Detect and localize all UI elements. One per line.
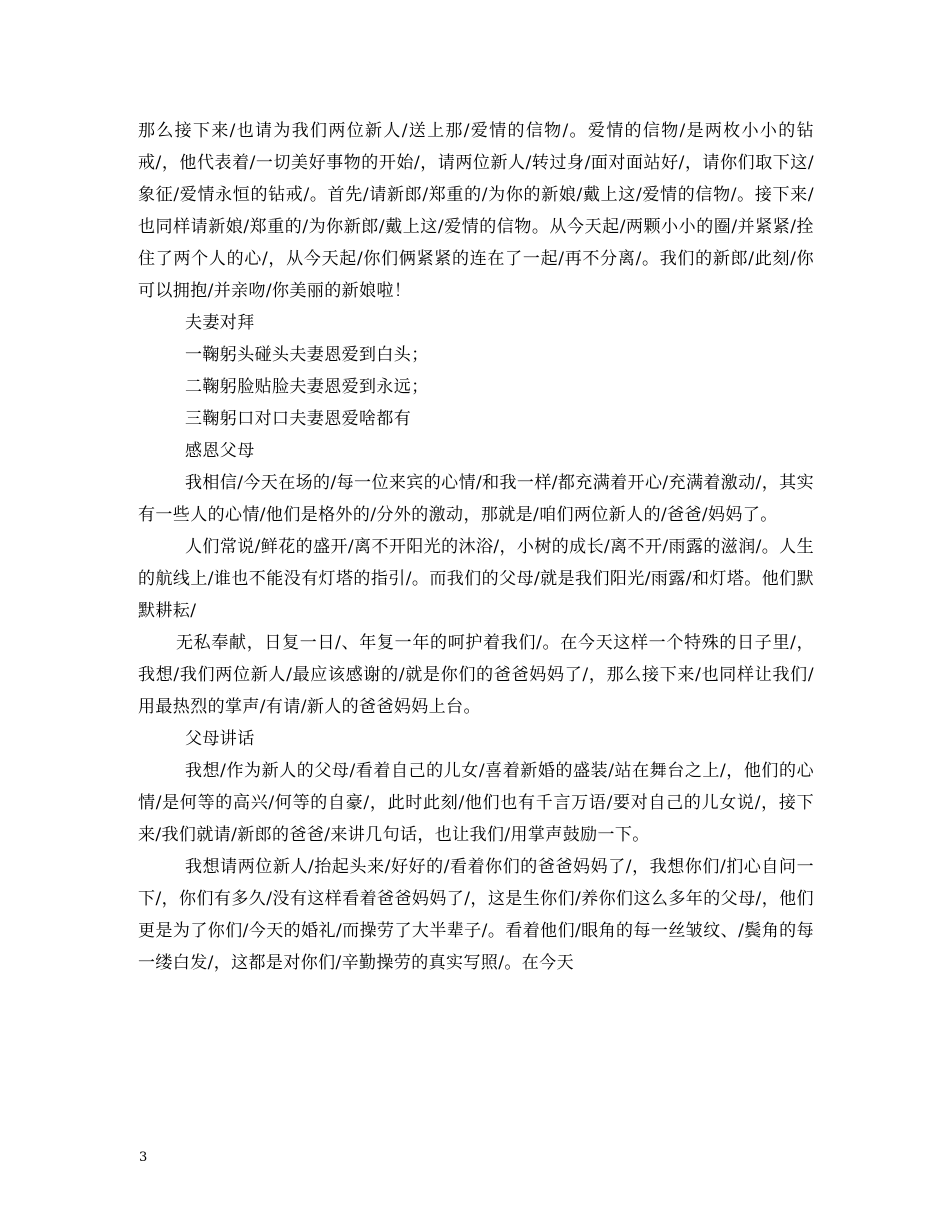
heading-thank-parents: 感恩父母 xyxy=(185,441,255,461)
heading-couple-bow: 夫妻对拜 xyxy=(185,313,255,333)
paragraph-selfless-dedication: 无私奉献，日复一日/、年复一年的呵护着我们/。在今天这样一个特殊的日子里/，我想/我们两位新人/最应该感谢的/就是你们的爸爸妈妈了/，那么接下来/也同样让我们/用最热烈的掌声/有请/新人的爸爸妈妈上台。 xyxy=(138,633,814,717)
paragraph-parents-feelings: 我想/作为新人的父母/看着自己的儿女/喜着新婚的盛装/站在舞台之上/，他们的心情/是何等的高兴/何等的自豪/，此时此刻/他们也有千言万语/要对自己的儿女说/，接下来/我们就请/新郎的爸爸/来讲几句话，也让我们/用掌声鼓励一下。 xyxy=(138,761,814,845)
paragraph-ring-exchange: 那么接下来/也请为我们两位新人/送上那/爱情的信物/。爱情的信物/是两枚小小的钻戒/，他代表着/一切美好事物的开始/，请两位新人/转过身/面对面站好/，请你们取下这/象征/爱情永恒的钻戒/。首先/请新郎/郑重的/为你的新娘/戴上这/爱情的信物/。接下来/也同样请新娘/郑重的/为你新郎/戴上这/爱情的信物。从今天起/两颗小小的圈/并紧紧/拴住了两个人的心/，从今天起/你们俩紧紧的连在了一起/再不分离/。我们的新郎/此刻/你可以拥抱/并亲吻/你美丽的新娘啦！ xyxy=(138,121,814,301)
paragraph-guests-feelings: 我相信/今天在场的/每一位来宾的心情/和我一样/都充满着开心/充满着激动/，其实有一些人的心情/他们是格外的/分外的激动，那就是/咱们两位新人的/爸爸/妈妈了。 xyxy=(138,473,814,525)
bow-line-second: 二鞠躬脸贴脸夫妻恩爱到永远； xyxy=(185,377,429,397)
bow-line-third: 三鞠躬口对口夫妻恩爱啥都有 xyxy=(185,409,412,429)
paragraph-look-at-parents: 我想请两位新人/抬起头来/好好的/看着你们的爸爸妈妈了/，我想你们/扪心自问一下/，你们有多久/没有这样看着爸爸妈妈了/，这是生你们/养你们这么多年的父母/，他们更是为了你们/今天的婚礼/而操劳了大半辈子/。看着他们/眼角的每一丝皱纹、/鬓角的每一缕白发/，这都是对你们/辛勤操劳的真实写照/。在今天 xyxy=(138,857,814,973)
page-number: 3 xyxy=(139,1150,148,1165)
paragraph-parents-lighthouse: 人们常说/鲜花的盛开/离不开阳光的沐浴/，小树的成长/离不开/雨露的滋润/。人生的航线上/谁也不能没有灯塔的指引/。而我们的父母/就是我们阳光/雨露/和灯塔。他们默默耕耘/ xyxy=(138,537,814,621)
bow-line-first: 一鞠躬头碰头夫妻恩爱到白头； xyxy=(185,345,429,365)
heading-parents-speech: 父母讲话 xyxy=(185,729,255,749)
document-body xyxy=(138,115,814,979)
